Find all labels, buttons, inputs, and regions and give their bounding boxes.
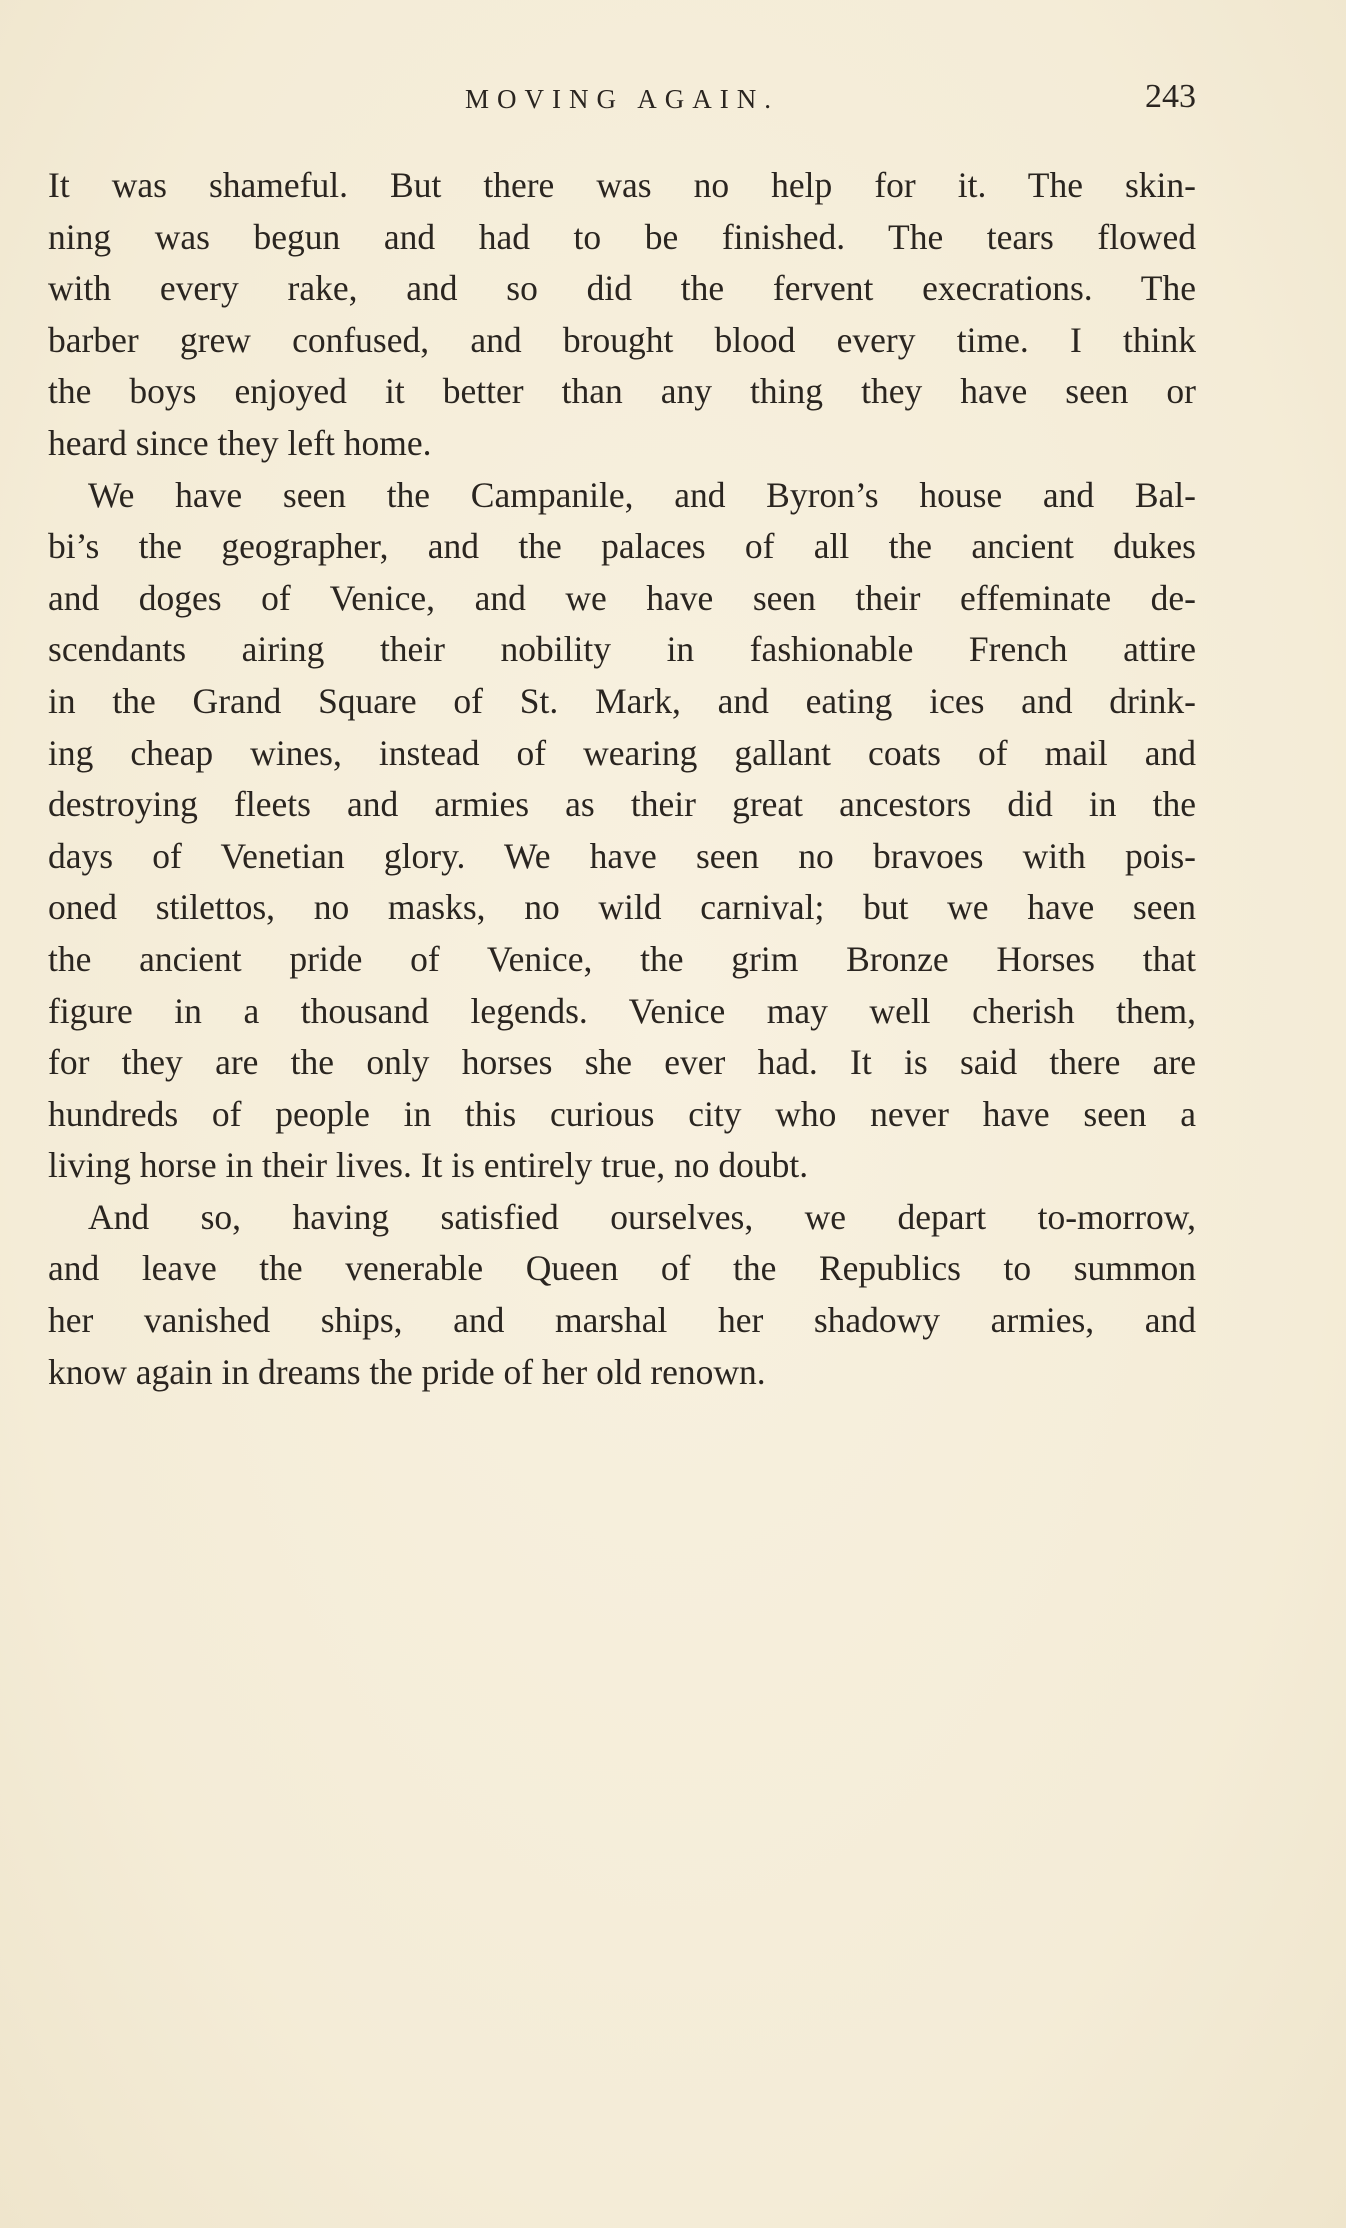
paragraph-3 xyxy=(48,1192,1196,1398)
text-line: the boys enjoyed it better than any thing they have seen or xyxy=(48,371,1196,412)
text-line: bi’s the geographer, and the palaces of all the ancient dukes xyxy=(48,526,1196,567)
text-line: ing cheap wines, instead of wearing gallant coats of mail and xyxy=(48,732,1196,773)
text-line: in the Grand Square of St. Mark, and eating ices and drink- xyxy=(48,680,1196,721)
text-line: living horse in their lives. It is entirely true, no doubt. xyxy=(48,1145,809,1186)
text-line: destroying fleets and armies as their great ancestors did in the xyxy=(48,784,1196,825)
text-line: her vanished ships, and marshal her shadowy armies, and xyxy=(48,1300,1196,1341)
text-line: know again in dreams the pride of her old renown. xyxy=(48,1351,766,1392)
running-title: MOVING AGAIN. xyxy=(465,84,779,114)
text-line: heard since they left home. xyxy=(48,422,432,463)
text-line: figure in a thousand legends. Venice may well cherish them, xyxy=(48,990,1196,1031)
running-head xyxy=(48,78,1196,126)
text-line: days of Venetian glory. We have seen no bravoes with pois- xyxy=(48,835,1196,876)
body-text xyxy=(48,160,1196,1398)
text-line: with every rake, and so did the fervent execrations. The xyxy=(48,268,1196,309)
text-line: ning was begun and had to be finished. The tears flowed xyxy=(48,216,1196,257)
text-line: And so, having satisfied ourselves, we depart to-morrow, xyxy=(88,1196,1196,1237)
text-line: for they are the only horses she ever had. It is said there are xyxy=(48,1042,1196,1083)
text-line: barber grew confused, and brought blood every time. I think xyxy=(48,319,1196,360)
text-line: hundreds of people in this curious city who never have seen a xyxy=(48,1093,1196,1134)
text-line: oned stilettos, no masks, no wild carnival; but we have seen xyxy=(48,887,1196,928)
page-number: 243 xyxy=(1145,78,1196,115)
paragraph-2 xyxy=(48,470,1196,1192)
text-line: scendants airing their nobility in fashionable French attire xyxy=(48,629,1196,670)
text-line: It was shameful. But there was no help for it. The skin- xyxy=(48,165,1196,205)
text-line: the ancient pride of Venice, the grim Bronze Horses that xyxy=(48,938,1196,979)
text-line: We have seen the Campanile, and Byron’s house and Bal- xyxy=(88,474,1196,515)
text-line: and doges of Venice, and we have seen their effeminate de- xyxy=(48,577,1196,618)
paragraph-1 xyxy=(48,160,1196,470)
text-line: and leave the venerable Queen of the Republics to summon xyxy=(48,1248,1196,1289)
